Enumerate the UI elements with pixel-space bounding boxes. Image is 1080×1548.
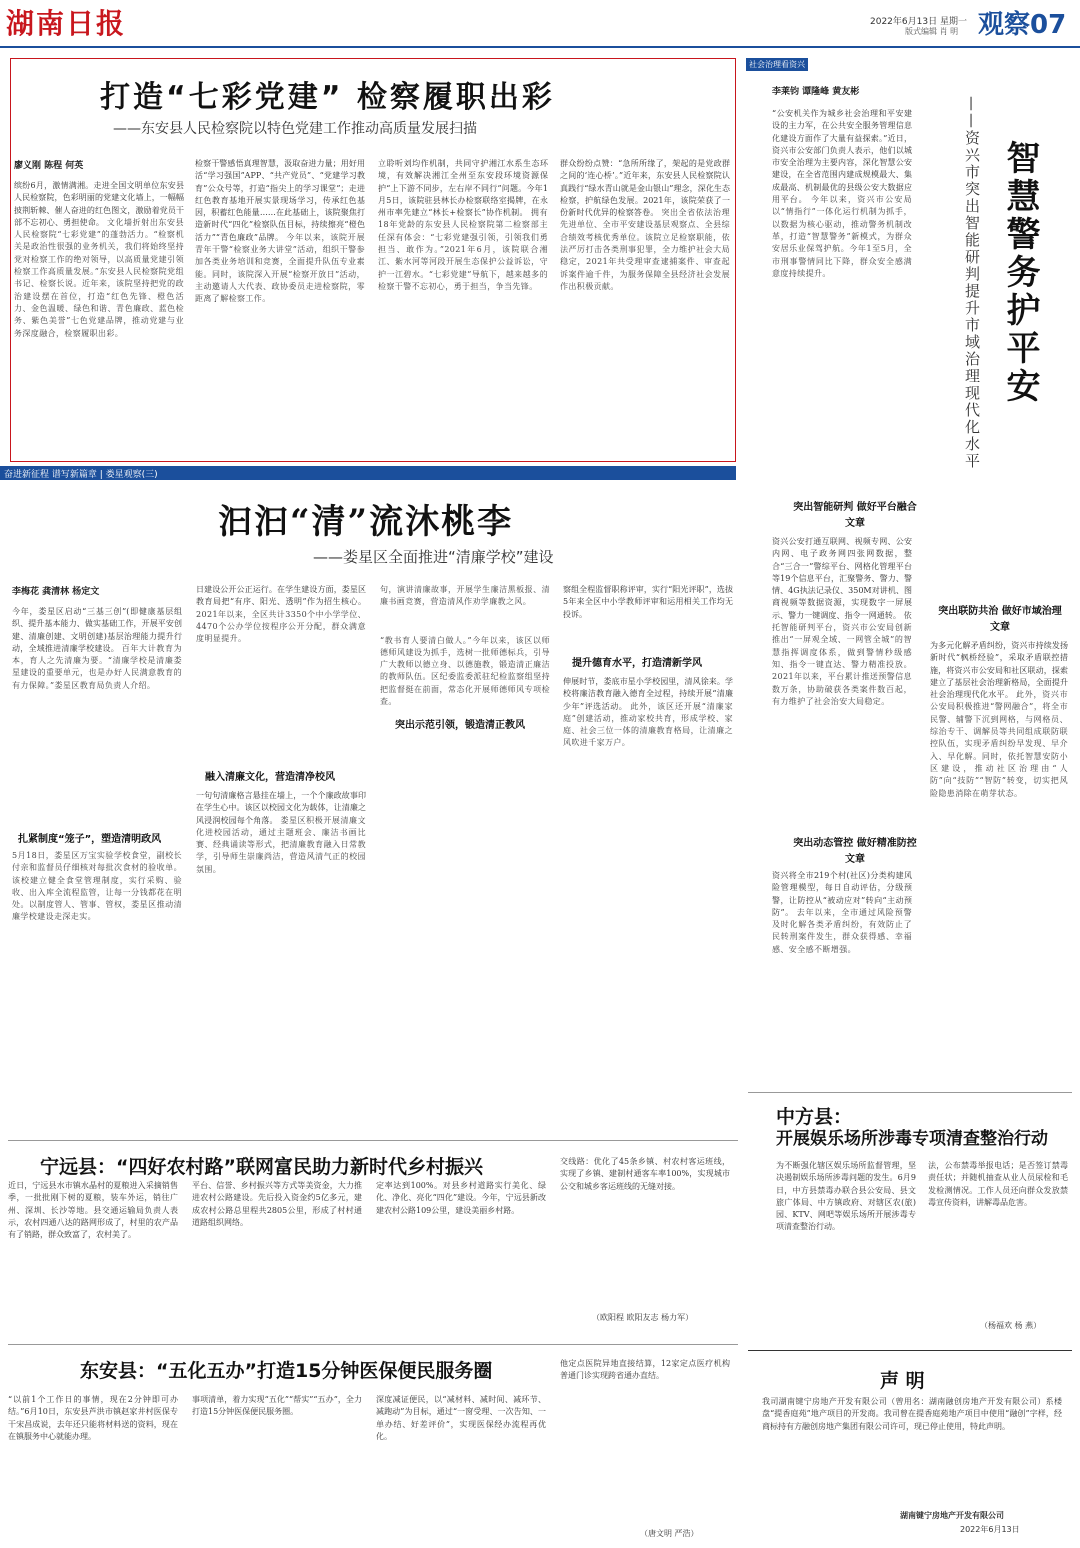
article2-col4b-text: 伸展时节，娄底市星小学校园里，清风徐来。学校将廉洁教育融入德育全过程，持续开展“清廉少年”评选活动。 xyxy=(563,677,733,711)
sidebar-subhead1: 突出智能研判 做好平台融合文章 xyxy=(793,502,917,529)
article2-col2-text: 日建设公开公正运行。在学生建设方面，娄星区教育局把“有序、阳光、透明”作为招生核心。 xyxy=(196,585,366,607)
article1-byline: 廖义刚 陈程 何英 xyxy=(14,161,84,171)
article5-title-line1: 中方县： xyxy=(776,1106,853,1128)
article3-p1: 近日，宁远县水市镇水晶村的夏粮进入采摘销售季，一批批刚下树的夏粮，装车外运，销往广州、深圳、长沙等地。县交通运输局负责人表示，农村四通八达的路网形成了，村里的农产品有了销路，群众致富了，农村美了。 xyxy=(8,1181,178,1240)
article2-col1b-filler: 5月18日，娄星区万宝实验学校食堂，副校长付亲和监督员仔细核对每批次食材的验收单。该校建立健全食堂管理制度，实行采购、验收、出入库全流程监管，让每一分钱都花在明处。以制度管人、管事、管权，娄星区推动清廉学校建设走深走实。 xyxy=(12,851,182,922)
sidebar-lead: “公安机关作为城乡社会治理和平安建设的主力军，在公共安全服务管理信息化建设方面作了大量有益探索。”近日，资兴市公安部门负责人表示，他们以城市安全治理为主要内容，深化智慧公安建设，在全省范围内建成规模最大、集成最高、机制最优的县级公安大数据应用平台。 xyxy=(772,109,912,205)
sidebar-subhead2: 突出联防共治 做好市域治理文章 xyxy=(938,606,1062,633)
article4-p4: 他定点医院异地直接结算，12家定点医疗机构普通门诊实现跨省通办直结。 xyxy=(560,1359,730,1381)
article2-col1b xyxy=(12,850,182,1100)
article2-col3-filler: 句，演讲清廉故事，开展学生廉洁黑板报、清廉书画竞赛，营造清风作劝学廉教之风。 xyxy=(380,585,550,607)
article2-subtitle: ——娄星区全面推进“清廉学校”建设 xyxy=(313,548,554,566)
article2-subhead2: 融入清廉文化，营造清净校风 xyxy=(205,772,335,783)
article2-byline: 李梅花 龚清林 杨定文 xyxy=(12,587,100,597)
masthead-rule xyxy=(0,46,1080,48)
article2-col2 xyxy=(196,584,366,744)
article1-col4 xyxy=(560,158,730,450)
sidebar-col3 xyxy=(930,640,1068,1060)
sidebar-subtitle: ——资兴市突出智能研判提升市域治理现代化水平 xyxy=(963,96,981,470)
article1-col2 xyxy=(195,158,365,450)
sidebar-col3-filler: 此外，资兴市公安局积极推进“警网融合”，将全市民警、辅警下沉到网格，与网格员、综治专干、调解员等共同组成联防联控队伍，实现矛盾纠纷早发现、早介入、早化解。同时，依托智慧安防小区建设，推动社区治理由“人防”向“技防”“智防”转变，切实把风险隐患消除在萌芽状态。 xyxy=(930,690,1068,798)
sidebar-subhead3: 突出动态管控 做好精准防控文章 xyxy=(793,838,917,865)
article2-col3-spacer xyxy=(380,609,550,635)
article2-col2b-text: 一句句清廉格言悬挂在墙上，一个个廉政故事印在学生心中。该区以校园文化为载体，让清廉之风浸润校园每个角落。 xyxy=(196,791,366,825)
article2-col4b-filler: 此外，该区还开展“清廉家庭”创建活动，推动家校共育，形成学校、家庭、社会三位一体的清廉教育格局，让清廉之风吹进千家万户。 xyxy=(563,701,733,748)
article1-col3 xyxy=(378,158,548,450)
sidebar-col2-filler: 依托智能研判平台，资兴市公安局创新推出“一屏观全域、一网管全城”的智慧指挥调度体系，做到警情秒级感知、指令一键直达、警力精准投放。2021年以来，平台累计推送预警信息数万条，协助破获各类案件数百起，有力维护了社会治安大局稳定。 xyxy=(772,610,912,706)
article4-p2: 事项清单，着力实现“五化”“帮实”“五办”，全力打造15分钟医保便民服务圈。 xyxy=(192,1395,362,1417)
ningyuan-rule xyxy=(8,1140,738,1141)
notice-body: 我司湖南键宁房地产开发有限公司（曾用名：湖南融创房地产开发有限公司）系楼盘“提香庭苑”地产项目的开发商。我司曾在提香庭苑地产项目中使用“融创”字样，经商标持有方融创房地产集团有限公司许可，现已停止使用，特此声明。 xyxy=(762,1397,1062,1431)
sidebar-col1 xyxy=(772,108,912,498)
sidebar-title: 智慧警务护平安 xyxy=(1000,140,1040,406)
article2-col3 xyxy=(380,584,550,1100)
section-label: 观察07 xyxy=(978,10,1067,40)
article3-col1 xyxy=(8,1180,178,1330)
article1-col4-filler: 突出全省依法治理先进单位、全市平安建设基层观察点、全县综合绩效考核优秀单位。该院立足检察职能，依法严厉打击各类刑事犯罪，全力维护社会大局稳定，2021年共受理审查逮捕案件、审查起诉案件逾千件，为服务保障全县经济社会发展作出积极贡献。 xyxy=(560,208,730,291)
article2-col4-text: 察组全程监督职称评审，实行“阳光评职”，选拔5年来全区中小学教师评审和运用相关工作均无投诉。 xyxy=(563,585,733,619)
article1-col1 xyxy=(14,180,184,450)
article5-signature: （杨福欢 杨 燕） xyxy=(980,1321,1042,1330)
article2-col2b-filler: 娄星区积极开展清廉文化进校园活动，通过主题班会、廉洁书画比赛、经典诵读等形式，把清廉教育融入日常教学，引导师生崇廉尚洁，营造风清气正的校园氛围。 xyxy=(196,815,366,874)
article5-col1 xyxy=(776,1160,916,1340)
article2-col3-filler2: “教书育人要清白做人。”今年以来，该区以师德师风建设为抓手，选树一批师德标兵，引导广大教师以德立身、以德施教，锻造清正廉洁的教师队伍。区纪委监委派驻纪检监察组坚持把监督挺在前面，常态化开展师德师风专项检查。 xyxy=(380,635,550,707)
masthead xyxy=(0,0,1080,44)
article1-body-text: 文化墙折射出东安县人民检察院“七彩党建”的蓬勃活力。“检察机关是政治性很强的业务机关，我们将始终坚持党对检察工作的绝对领导，以高质量党建引领检察工作高质量发展。”东安县人民检察院党组书记、检察长说。近年来，该院坚持把党的政治建设摆在首位，打造“红色先锋、橙色活力、金色温暖、绿色和谐、青色廉政、蓝色检务、紫色美誉”七色党建品牌，推动党建与业务深度融合，检察履职出彩。 xyxy=(14,217,184,338)
article4-col1 xyxy=(8,1394,178,1540)
article3-p4: 交线路：优化了45条乡镇、村农村客运班线，实现了乡镇、建制村通客车率100%，实现城市公交和城乡客运班线的无缝对接。 xyxy=(560,1157,730,1191)
article1-col4-text: 群众纷纷点赞：“急所所缘了，架起的是党政群之间的‘连心桥’。”近年来，东安县人民检察院认真践行“绿水青山就是金山银山”理念，深化生态检察，护航绿色发展。2021年，该院荣获了一份新时代优异的检察答卷。 xyxy=(560,159,730,218)
article2-subhead3: 突出示范引领，锻造清正教风 xyxy=(395,720,525,731)
article1-lead: 缤纷6月，激情满湘。走进全国文明单位东安县人民检察院，色彩明丽的党建文化墙上，一幅幅披荆斩棘、催人奋进的红色图文，激励着党员干部不忘初心、勇担使命。 xyxy=(14,181,184,227)
article1-col2-text: 检察干警感悟真理智慧，汲取奋进力量；用好用活“学习强国”APP、“共产党员”、“党建学习教育”公众号等，打造“指尖上的学习课堂”；走进红色教育基地开展实景现场学习，传承红色基因，积蓄红色能量……在此基础上，该院聚焦打造新时代“四化”检察队伍目标，持续擦亮“橙色活力”“青色廉政”品牌。 xyxy=(195,159,365,242)
article3-col4 xyxy=(560,1156,730,1306)
article1-col2-filler: 今年以来，该院开展青年干警“检察业务大讲堂”活动，组织干警参加各类业务培训和竞赛，全面提升队伍专业素能。同时，该院深入开展“检察开放日”活动，主动邀请人大代表、政协委员走进检察院，零距离了解检察工作。 xyxy=(195,232,365,304)
notice-title: 声 明 xyxy=(880,1370,925,1392)
article3-signature: （欧阳程 欧阳友志 杨力军） xyxy=(592,1313,694,1322)
notice-rule xyxy=(748,1350,1072,1351)
article4-col2 xyxy=(192,1394,362,1540)
notice-date: 2022年6月13日 xyxy=(960,1525,1020,1534)
article3-p2: 平台、信誉、乡村振兴等方式等美资金，大力推进农村公路建设。先后投入资金约5亿多元，建成农村公路总里程共2805公里，形成了村村通道路组织网络。 xyxy=(192,1181,362,1227)
zhongfang-rule xyxy=(748,1092,1072,1093)
article2-col4b xyxy=(563,676,733,1100)
article1-title: 打造“七彩党建” 检察履职出彩 xyxy=(100,80,555,115)
dongan-rule xyxy=(8,1344,738,1345)
sidebar-col2b xyxy=(772,870,912,1070)
article5-title-line2: 开展娱乐场所涉毒专项清查整治行动 xyxy=(776,1129,1048,1149)
article3-col2 xyxy=(192,1180,362,1330)
article2-col1 xyxy=(12,606,182,820)
sidebar-filler: 今年以来，资兴市公安局以“情指行”一体化运行机制为抓手，以数据为核心驱动，推动警务机制改革，打造“智慧警务”新模式，为群众安居乐业保驾护航。今年1至5月，全市刑事警情同比下降，群众安全感满意度持续提升。 xyxy=(772,195,912,278)
sidebar-p2: 为多元化解矛盾纠纷，资兴市持续发扬新时代“枫桥经验”，采取矛盾联控措施，将资兴市公安局和社区联动，探索建立了基层社会治理新格局，全面提升社会治理现代化水平。 xyxy=(930,641,1068,700)
article2-col1-filler: 百年大计教育为本，育人之先清廉为要。“清廉学校是清廉娄星建设的重要单元，也是办好人民满意教育的有力保障。”娄星区教育局负责人介绍。 xyxy=(12,643,182,690)
article2-subhead1: 扎紧制度“笼子”，塑造清明政风 xyxy=(18,834,162,845)
article5-col2 xyxy=(928,1160,1068,1310)
notice-company: 湖南键宁房地产开发有限公司 xyxy=(900,1511,1004,1520)
newspaper-logo: 湖南日报 xyxy=(6,7,127,40)
article4-p3: 深度减证便民，以“减材料、减时间、减环节、减跑动”为目标，通过“一窗受理、一次告知、一单办结、好差评价”，实现医保经办流程再优化。 xyxy=(376,1395,546,1441)
article3-title: 宁远县：“四好农村路”联网富民助力新时代乡村振兴 xyxy=(40,1156,483,1178)
article3-p3: 定率达到100%。对县乡村道路实行美化、绿化、净化、亮化“四化”建设。今年，宁远县新改建农村公路109公里，建设美丽乡村路。 xyxy=(376,1181,546,1215)
article2-title: 汩汩“清”流沐桃李 xyxy=(218,502,514,542)
dateline: 2022年6月13日 星期一 xyxy=(870,17,967,27)
article4-p1: “以前1个工作日的事情，现在2分钟即可办结。”6月10日，东安县芦洪市镇赵家井村医保专干宋昌成说，去年还只能将材料送的资料，现在在镇服务中心就能办理。 xyxy=(8,1395,178,1441)
article4-col3 xyxy=(376,1394,546,1540)
article1-subtitle: ——东安县人民检察院以特色党建工作推动高质量发展扫描 xyxy=(113,121,477,137)
article2-col2-filler: 2021年以来，全区共计3350个中小学学位、4470个公办学位按程序公开分配，群众满意度明显提升。 xyxy=(196,609,366,644)
article2-p1: 今年，娄星区启动“三基三创”(即健康基层组织、提升基本能力、做实基础工作，开展平安创建、清廉创建、文明创建)基层治理能力提升行动，全域推进清廉学校建设。 xyxy=(12,607,182,653)
sidebar-p1: 资兴公安打通互联网、视频专网、公安内网、电子政务网四张网数据，整合“三合一”警综平台、网格化管理平台等19个信息平台，汇聚警务、警力、警情、4G执法记录仪、350M对讲机、图商视频等数据资源，实现数字一屏展示、警力一键调度、指令一网通转。 xyxy=(772,537,912,620)
article5-p1: 为不断强化辖区娱乐场所监督管理，坚决遏制娱乐场所涉毒问题的发生。6月9日，中方县禁毒办联合县公安局、县文旅广体局、中方镇政府、对辖区农(旅)园、KTV、网吧等娱乐场所开展涉毒专项清查整治行动。 xyxy=(776,1161,916,1232)
sidebar-kicker: 社会治理看资兴 xyxy=(746,58,808,71)
article2-col4 xyxy=(563,584,733,644)
sidebar-p3: 资兴将全市219个村(社区)分类构建风险管理模型，每日自动评估，分级预警，让防控从“被动应对”转向“主动预防”。 xyxy=(772,871,912,917)
editor-line: 版式编辑 肖 明 xyxy=(905,27,959,36)
article1-col3-filler: 拥有18年党龄的东安县人民检察院第二检察部主任深有体会：“七彩党建强引领，引领我们勇担当、敢作为。”2021年6月，该院联合湘江、紫水河等河段开展生态保护公益诉讼，守护一江碧水。“七彩党建”导航下，越来越多的检察干警不忘初心，勇于担当，争当先锋。 xyxy=(378,208,548,291)
article5-p2: 法，公布禁毒举报电话；是否签订禁毒责任状；并随机抽查从业人员尿检和毛发检测情况。工作人员还向群众发放禁毒宣传资料，讲解毒品危害。 xyxy=(928,1161,1068,1207)
article4-signature: （唐文明 严浩） xyxy=(640,1529,699,1538)
article2-subhead4: 提升德育水平，打造清新学风 xyxy=(572,658,702,669)
article1-col3-text: 立聆听刘均作机制，共同守护湘江水系生态环境，有效解决湘江全州至东安段环境资源保护“上下游不同步，左右岸不同行”问题。今年1月5日，该院驻县林长办检察联络室揭牌，在永州市率先建立“林长+检察长”协作机制。 xyxy=(378,159,548,218)
article2-col2b xyxy=(196,790,366,1100)
article4-title: 东安县：“五化五办”打造15分钟医保便民服务圈 xyxy=(80,1360,493,1382)
article4-col4 xyxy=(560,1358,730,1518)
series-band-text: 奋进新征程 谱写新篇章 | 娄星观察(三) xyxy=(4,470,158,480)
article3-col3 xyxy=(376,1180,546,1330)
sidebar-col2b-filler: 去年以来，全市通过风险预警及时化解各类矛盾纠纷，有效防止了民转刑案件发生，群众获得感、幸福感、安全感不断增强。 xyxy=(772,907,912,954)
sidebar-byline: 李莱钧 谭隆峰 黄友彬 xyxy=(772,87,860,97)
